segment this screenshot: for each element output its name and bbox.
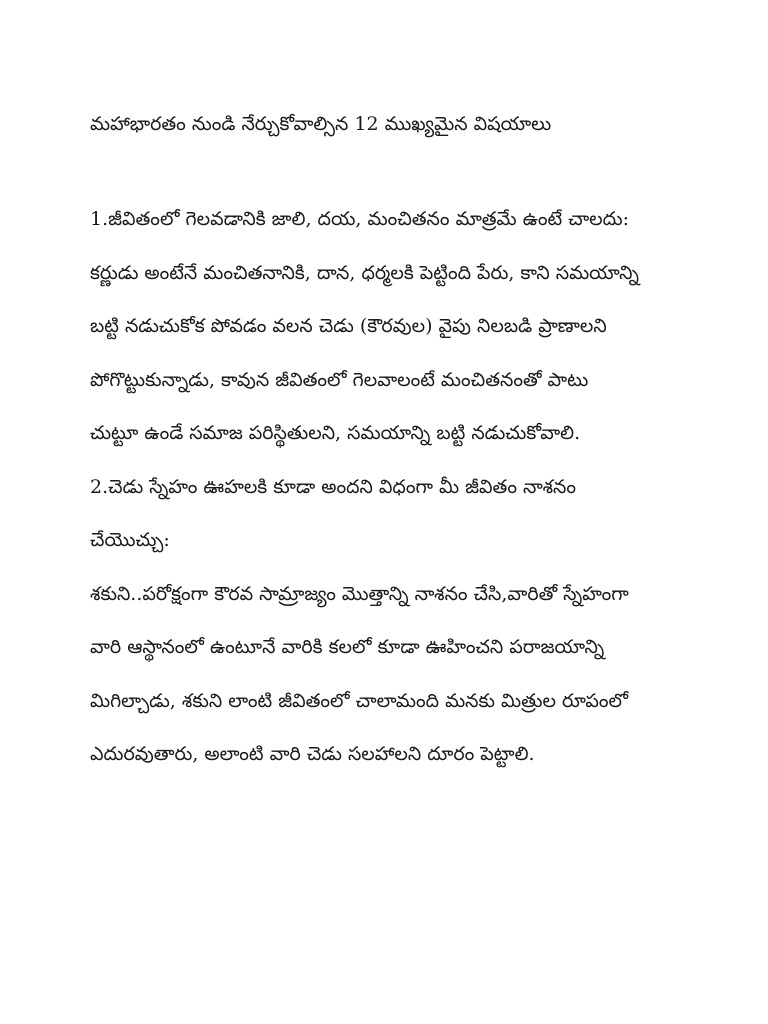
text-line: వారి ఆస్థానంలో ఉంటూనే వారికి కలలో కూడా ఊహించని పరాజయాన్ని <box>90 636 605 658</box>
text-line: మిగిల్చాడు, శకుని లాంటి జీవితంలో చాలామంది మనకు మిత్రుల రూపంలో <box>90 689 629 712</box>
text-line: కర్ణుడు అంటేనే మంచితనానికి, దాన, ధర్మలకి పెట్టింది పేరు, కాని సమయాన్ని <box>90 261 639 284</box>
text-line: 2.చెడు స్నేహం ఊహలకి కూడా అందని విధంగా మీ జీవితం నాశనం <box>90 475 576 498</box>
text-line: ఎదురవుతారు, అలాంటి వారి చెడు సలహాలని దూరం పెట్టాలి. <box>90 743 535 765</box>
document-body <box>90 205 730 794</box>
text-line: పోగొట్టుకున్నాడు, కావున జీవితంలో గెలవాలంటే మంచితనంతో పాటు <box>90 368 589 391</box>
text-line: 1.జీవితంలో గెలవడానికి జాలి, దయ, మంచితనం మాత్రమే ఉంటే చాలదు: <box>90 208 630 230</box>
text-line: శకుని..పరోక్షంగా కౌరవ సామ్రాజ్యం మొత్తాన్ని నాశనం చేసి,వారితో స్నేహంగా <box>90 582 629 605</box>
text-line: చేయొచ్చు: <box>90 529 170 551</box>
document-title: మహాభారతం నుండి నేర్చుకోవాల్సిన 12 ముఖ్యమైన విషయాలు <box>90 113 552 135</box>
text-line: చుట్టూ ఉండే సమాజ పరిస్థితులని, సమయాన్ని బట్టి నడుచుకోవాలి. <box>90 422 581 444</box>
text-line: బట్టి నడుచుకోక పోవడం వలన చెడు (కౌరవుల) వైపు నిలబడి ప్రాణాలని <box>90 315 607 337</box>
